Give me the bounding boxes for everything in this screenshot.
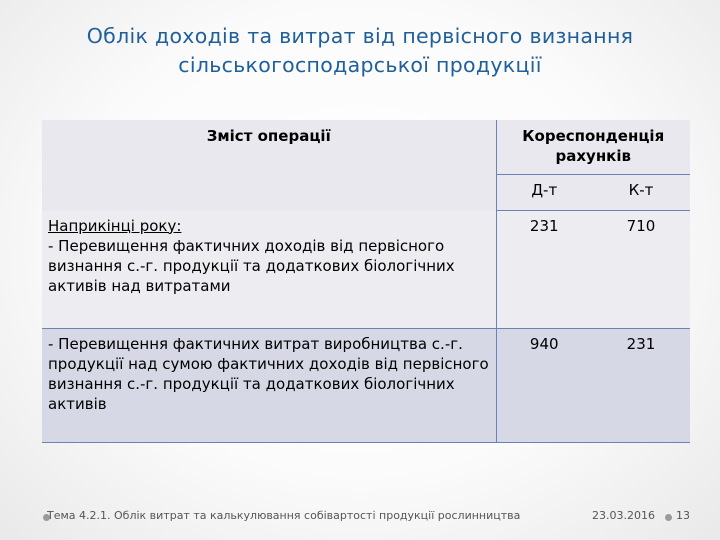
credit-account: 231 <box>592 328 690 442</box>
page-number: 13 <box>676 509 690 522</box>
table-header-row <box>42 120 690 175</box>
header-credit: К-т <box>592 175 690 211</box>
row-text: - Перевищення фактичних витрат виробництва с.-г. продукції над сумою фактичних доходів від первісного визнання с.-г. продукції та додаткових біологічних активів <box>48 334 489 413</box>
header-debit: Д-т <box>496 175 592 211</box>
footer-topic: Тема 4.2.1. Облік витрат та калькулювання собівартості продукції рослинництва <box>47 509 521 522</box>
table-row <box>42 211 690 329</box>
row-heading: Наприкінці року: <box>48 216 182 235</box>
debit-account: 940 <box>496 328 592 442</box>
slide-title <box>20 22 700 80</box>
table-row <box>42 328 690 442</box>
credit-account: 710 <box>592 211 690 329</box>
operation-description <box>42 328 496 442</box>
footer-date: 23.03.2016 <box>592 509 655 522</box>
slide-footer <box>0 509 720 525</box>
header-account-correspondence: Кореспонденція рахунків <box>496 120 690 175</box>
slide-title-line-1: Облік доходів та витрат від первісного визнання <box>86 24 634 48</box>
slide-title-line-2: сільськогосподарської продукції <box>178 53 542 77</box>
header-content-of-operation: Зміст операції <box>206 127 331 145</box>
row-text: - Перевищення фактичних доходів від первісного визнання с.-г. продукції та додаткових біологічних активів над витратами <box>48 236 455 295</box>
accounting-table <box>42 120 690 443</box>
footer-bullet-icon <box>665 514 672 521</box>
operation-description <box>42 211 496 329</box>
debit-account: 231 <box>496 211 592 329</box>
